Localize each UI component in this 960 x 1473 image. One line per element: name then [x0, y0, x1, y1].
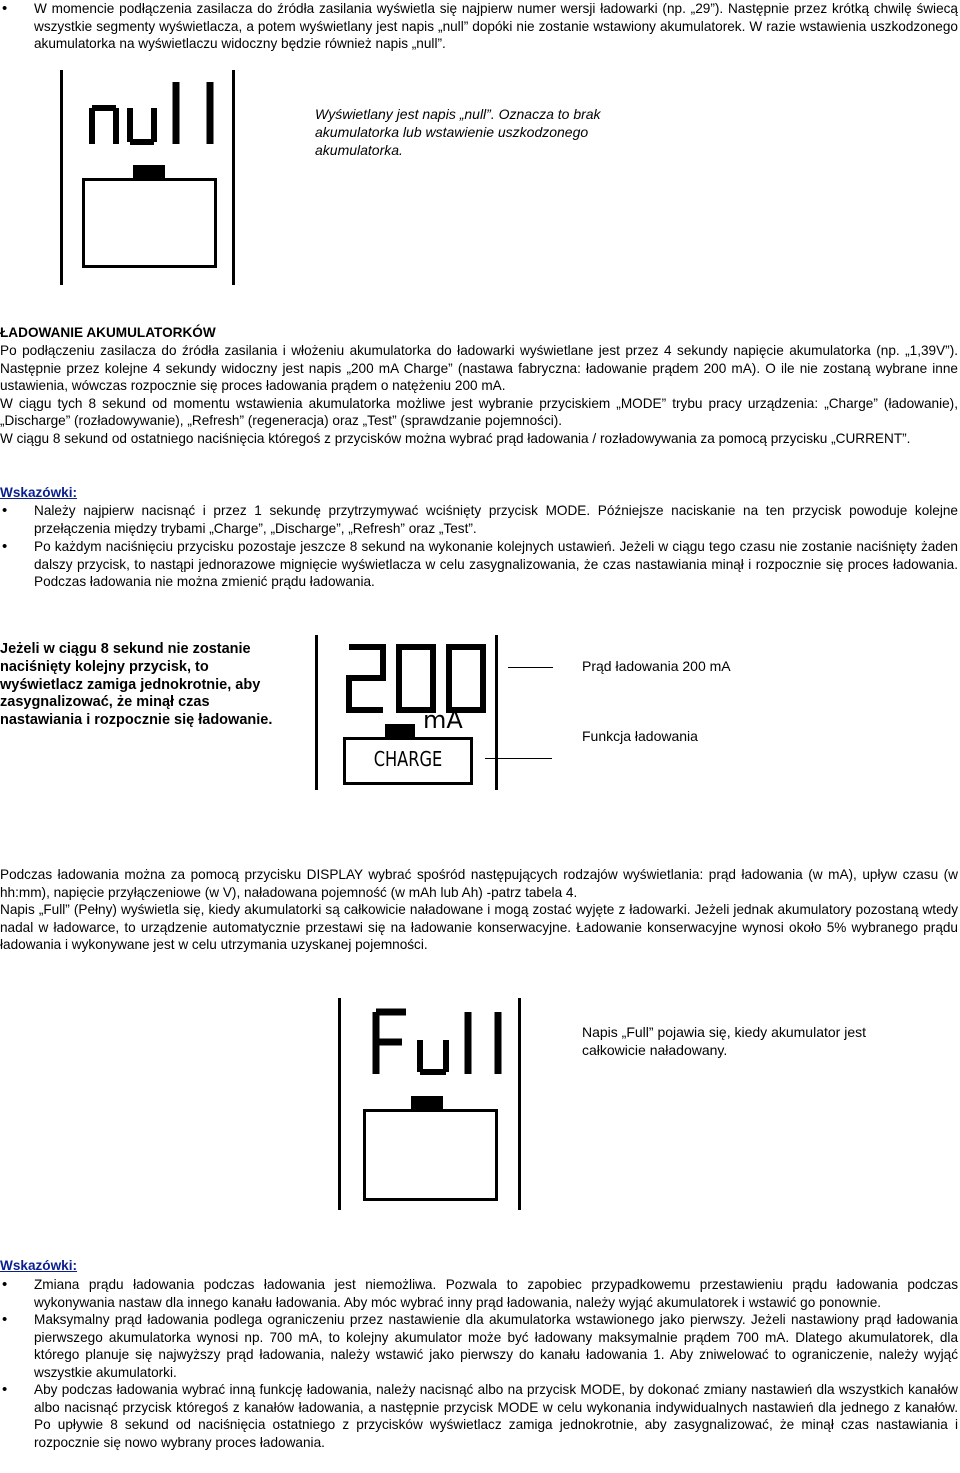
lcd-unit-label: mA	[423, 706, 463, 734]
display-left-border	[338, 998, 341, 1210]
intro-bullet: • W momencie podłączenia zasilacza do źródła zasilania wyświetla się najpierw numer wersji ładowarki (np. „29”). Następnie przez krótką chwilę świecą wszystkie segmenty wyświetlacza, a potem wyświetlany jest napis „null” dopóki nie zostanie wstawiony akumulatorek. W razie wstawienia uszkodzonego akumulatorka na wyświetlaczu widoczny będzie również napis „null”.	[0, 0, 958, 53]
charging-paragraph-1: Po podłączeniu zasilacza do źródła zasilania i włożeniu akumulatorka do ładowarki wyświetlane jest przez 4 sekundy napięcie akumulatorka (np. „1,39V”). Następnie przez kolejne 4 sekundy widoczny jest napis „200 mA Charge” (nastawa fabryczna: ładowanie prądem 200 mA). O ile nie zostaną wybrane inne ustawienia, wówczas rozpocznie się proces ładowania prądem o natężeniu 200 mA.	[0, 343, 958, 393]
function-pointer-line	[485, 758, 552, 759]
lcd-200-segments	[343, 642, 493, 717]
charging-section-body	[0, 342, 958, 447]
charging-paragraph-3: W ciągu 8 sekund od ostatniego naciśnięcia któregoś z przycisków można wybrać prąd ładowania / rozładowywania za pomocą przycisku „CURRENT”.	[0, 430, 911, 446]
charge-display-figure	[315, 635, 505, 790]
display-right-border	[518, 998, 521, 1210]
tips-heading-2: Wskazówki:	[0, 1258, 78, 1273]
function-label: Funkcja ładowania	[582, 728, 698, 744]
lcd-mode-label: CHARGE	[373, 747, 443, 771]
tips-list-1	[0, 502, 958, 591]
battery-cap	[133, 165, 165, 179]
tip-item: • Należy najpierw nacisnąć i przez 1 sekundę przytrzymywać wciśnięty przycisk MODE. Późniejsze naciskanie na ten przycisk powoduje kolejne przełączenia między trybami „Charge”, „Discharge”, „Refresh” oraz „Test”.	[0, 502, 958, 537]
battery-cap	[411, 1096, 443, 1110]
battery-body	[82, 178, 217, 268]
lcd-null-segments	[86, 78, 236, 158]
display-paragraph-2: Napis „Full” (Pełny) wyświetla się, kiedy akumulatorki są całkowicie naładowane i mogą zostać wyjęte z ładowarki. Jeżeli jednak akumulatory pozostaną wtedy nadal w ładowarce, to urządzenie automatycznie przestawi się na ładowanie konserwacyjne. Ładowanie konserwacyjne wynosi około 5% wybranego prądu ładowania i wykonywane jest w celu utrzymania uzyskanej pojemności.	[0, 902, 958, 952]
charging-paragraph-2: W ciągu tych 8 sekund od momentu wstawienia akumulatorka możliwe jest wybranie przyciskiem „MODE” trybu pracy urządzenia: „Charge” (ładowanie), „Discharge” (rozładowywanie), „Refresh” (regeneracja) oraz „Test” (sprawdzanie pojemności).	[0, 395, 958, 428]
current-label: Prąd ładowania 200 mA	[582, 658, 731, 674]
null-display-figure	[60, 70, 240, 285]
lcd-full-segments	[368, 1008, 518, 1088]
null-display-caption: Wyświetlany jest napis „null”. Oznacza to brak akumulatorka lub wstawienie uszkodzonego akumulatorka.	[315, 106, 601, 158]
tip-item: • Zmiana prądu ładowania podczas ładowania jest niemożliwa. Pozwala to zapobiec przypadkowemu przestawieniu prądu ładowania podczas wykonywania nastaw dla innego kanału ładowania. Aby móc wybrać inny prąd ładowania, należy wyjąć akumulatorek i wstawić go ponownie.	[0, 1276, 958, 1311]
display-right-border	[495, 635, 498, 790]
charging-section-title: ŁADOWANIE AKUMULATORKÓW	[0, 325, 216, 340]
tip-item: • Maksymalny prąd ładowania podlega ograniczeniu przez nastawienie dla akumulatorka wstawionego jako pierwszy. Jeżeli nastawiony prąd ładowania pierwszego akumulatorka wynosi np. 700 mA, to kolejny akumulator może być ładowany maksymalnie prądem 700 mA. Dlatego akumulatorek, dla którego planuje się najwyższy prąd ładowania, należy wstawić jako pierwszy do kanału ładowania 1. Aby zniwelować to ograniczenie, należy wyjąć wszystkie akumulatorki.	[0, 1311, 958, 1381]
display-mode-section	[0, 866, 958, 954]
tip-item: • Aby podczas ładowania wybrać inną funkcję ładowania, należy nacisnąć albo na przycisk MODE, by dokonać zmiany nastawień dla wszystkich kanałów albo nacisnąć przycisk któregoś z kanałów ładowania, a następnie przycisk MODE w celu wykonania indywidualnych nastawień dla jednego z kanałów. Po upływie 8 sekund od naciśnięcia ostatniego z przycisków wyświetlacz zamiga jednokrotnie, aby zasygnalizować, że minął czas nastawiania i rozpocznie się nowo wybrany proces ładowania.	[0, 1381, 958, 1451]
display-blink-note: Jeżeli w ciągu 8 sekund nie zostanie naciśnięty kolejny przycisk, to wyświetlacz zamiga jednokrotnie, aby zasygnalizować, że minął czas nastawiania i rozpocznie się ładowanie.	[0, 641, 273, 729]
display-left-border	[60, 70, 63, 285]
display-left-border	[315, 635, 318, 790]
battery-cap	[385, 724, 415, 738]
intro-bullet-list	[0, 0, 958, 53]
tip-item: • Po każdym naciśnięciu przycisku pozostaje jeszcze 8 sekund na wykonanie kolejnych ustawień. Jeżeli w ciągu tego czasu nie zostanie naciśnięty żaden dalszy przycisk, to nastąpi jednorazowe mignięcie wyświetlacza w celu zasygnalizowania, że czas nastawiania minął i rozpocznie się proces ładowania. Podczas ładowania nie można zmienić prądu ładowania.	[0, 538, 958, 591]
tips-list-2	[0, 1276, 958, 1451]
current-pointer-line	[508, 667, 553, 668]
display-paragraph-1: Podczas ładowania można za pomocą przycisku DISPLAY wybrać spośród następujących rodzajów wyświetlania: prąd ładowania (w mA), upływ czasu (w hh:mm), napięcie przyłączeniowe (w V), naładowana pojemność (w mAh lub Ah) -patrz tabela 4.	[0, 867, 958, 900]
tips-heading-1: Wskazówki:	[0, 485, 78, 500]
battery-body	[363, 1109, 498, 1201]
full-display-figure	[338, 998, 528, 1210]
full-display-caption: Napis „Full” pojawia się, kiedy akumulator jest całkowicie naładowany.	[582, 1024, 866, 1058]
